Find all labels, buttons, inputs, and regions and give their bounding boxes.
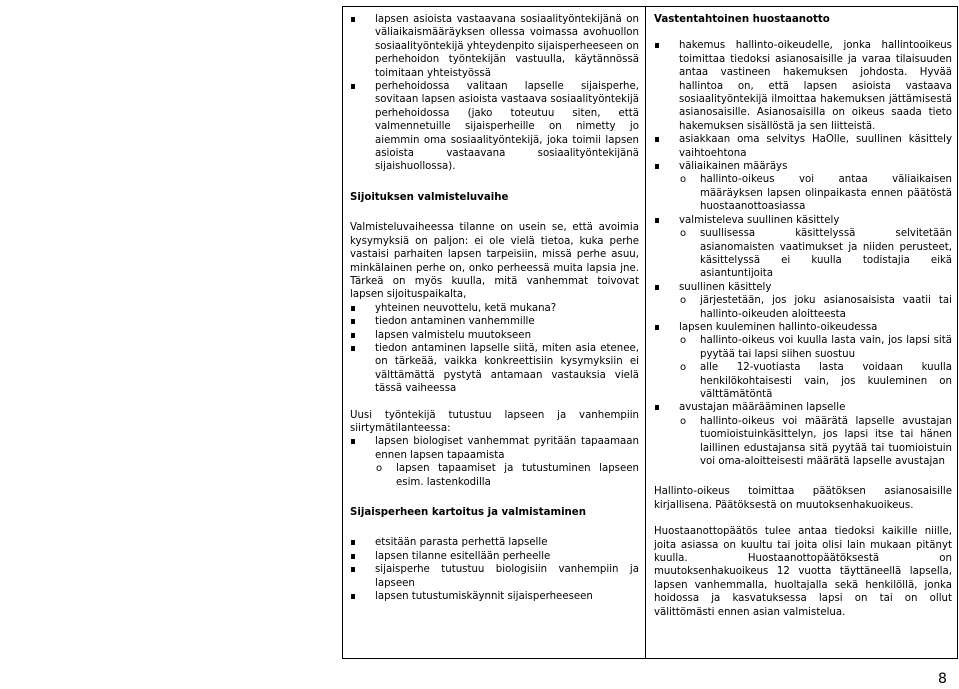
square-bullet-icon	[654, 401, 679, 414]
circle-bullet-icon	[679, 227, 700, 281]
sub-list-item: o järjestetään, jos joku asianosaisista vaatii tai hallinto-oikeuden aloitteesta	[679, 294, 952, 321]
square-bullet-icon	[350, 329, 375, 342]
square-bullet-icon	[350, 302, 375, 315]
left-column	[350, 13, 639, 603]
paragraph: Valmisteluvaiheessa tilanne on usein se, että avoimia kysymyksiä on paljon: ei ole vielä tietoa, kuka perhe vastaisi parhaiten lapsen tarpeisiin, missä perhe asuu, minkälainen perhe on, onko perheessä muita lapsia jne. Tärkeä on myös kuulla, mitä vanhemmat toivovat lapsen sijoituspaikalta,	[350, 222, 639, 301]
circle-bullet-icon	[679, 294, 700, 321]
right-column	[654, 13, 952, 619]
list-item: lapsen biologiset vanhemmat pyritään tapaamaan ennen lapsen tapaamista	[350, 435, 639, 462]
list-item: suullinen käsittely	[654, 281, 952, 294]
list-item: sijaisperhe tutustuu biologisiin vanhempiin ja lapseen	[350, 563, 639, 590]
list-item: lapsen tilanne esitellään perheelle	[350, 550, 639, 563]
column-divider	[645, 6, 646, 659]
square-bullet-icon	[350, 590, 375, 603]
circle-bullet-icon	[679, 334, 700, 361]
square-bullet-icon	[350, 536, 375, 549]
sub-list-item: o hallinto-oikeus voi antaa väliaikaisen määräyksen lapsen olinpaikasta ennen päätöstä huostaanottoasiassa	[679, 173, 952, 213]
square-bullet-icon	[350, 550, 375, 563]
sub-list-item: o alle 12-vuotiasta lasta voidaan kuulla henkilökohtaisesti vain, jos kuuleminen on välttämätöntä	[679, 361, 952, 401]
section-heading: Sijaisperheen kartoitus ja valmistaminen	[350, 507, 586, 518]
square-bullet-icon	[350, 315, 375, 328]
square-bullet-icon	[350, 80, 375, 174]
square-bullet-icon	[654, 321, 679, 334]
square-bullet-icon	[654, 133, 679, 160]
paragraph: Uusi työntekijä tutustuu lapseen ja vanhempiin siirtymätilanteessa:	[350, 409, 639, 434]
sub-list-item: o suullisessa käsittelyssä selvitetään asianomaisten vaatimukset ja niiden perusteet, käsittelyssä ei kuulla todistajia eikä asiantuntijoita	[679, 227, 952, 281]
list-item: hakemus hallinto-oikeudelle, jonka hallintooikeus toimittaa tiedoksi asianosaisille ja varaa tilaisuuden antaa vastineen hakemuksen johdosta. Hyvää hallintoa on, että lapsen asioista vastaava sosiaalityöntekijä ilmoittaa hakemuksen jättämisestä asianosaisille. Asianosaisilla on oikeus saada tieto hakemuksen sisällöstä ja sen liitteistä.	[654, 39, 952, 133]
square-bullet-icon	[350, 342, 375, 396]
sub-list-item: o lapsen tapaamiset ja tutustuminen lapseen esim. lastenkodilla	[375, 462, 639, 489]
square-bullet-icon	[654, 39, 679, 133]
page-number: 8	[938, 671, 947, 687]
paragraph: Hallinto-oikeus toimittaa päätöksen asianosaisille kirjallisena. Päätöksestä on muutoksenhakuoikeus.	[654, 486, 952, 511]
square-bullet-icon	[350, 563, 375, 590]
sub-list-item: o hallinto-oikeus voi määrätä lapselle avustajan tuomioistuinkäsittelyn, jos lapsi itse tai hänen laillinen edustajansa sitä pyytää tai tuomioistuin voi oma-aloitteisesti määrätä lapselle avustajan	[679, 415, 952, 469]
list-item: asiakkaan oma selvitys HaOlle, suullinen käsittely vaihtoehtona	[654, 133, 952, 160]
square-bullet-icon	[350, 13, 375, 80]
list-item: valmisteleva suullinen käsittely	[654, 214, 952, 227]
circle-bullet-icon	[679, 415, 700, 469]
section-heading: Vastentahtoinen huostaanotto	[654, 14, 830, 25]
square-bullet-icon	[654, 281, 679, 294]
list-item: väliaikainen määräys	[654, 160, 952, 173]
circle-bullet-icon	[375, 462, 396, 489]
square-bullet-icon	[654, 160, 679, 173]
circle-bullet-icon	[679, 361, 700, 401]
list-item: etsitään parasta perhettä lapselle	[350, 536, 639, 549]
square-bullet-icon	[350, 435, 375, 462]
circle-bullet-icon	[679, 173, 700, 213]
sub-list-item: o hallinto-oikeus voi kuulla lasta vain, jos lapsi sitä pyytää tai lapsi siihen suostuu	[679, 334, 952, 361]
list-item: lapsen valmistelu muutokseen	[350, 329, 639, 342]
list-item: perhehoidossa valitaan lapselle sijaisperhe, sovitaan lapsen asioista vastaava sosiaalityöntekijä perhehoidossa (jako toteutuu siten, että valmennetuille sijaisperheille on nimetty jo aiemmin oma sosiaalityöntekijä, joka toimii lapsen asioista vastaavana sosiaalityöntekijänä sijaishuollossa).	[350, 80, 639, 174]
list-item: yhteinen neuvottelu, ketä mukana?	[350, 302, 639, 315]
square-bullet-icon	[654, 214, 679, 227]
paragraph: Huostaanottopäätös tulee antaa tiedoksi kaikille niille, joita asiassa on kuultu tai joita olisi lain mukaan pitänyt kuulla. Huostaanottopäätöksestä on muutoksenhakuoikeus 12 vuotta täyttäneellä lapsella, lapsen vanhemmalla, huoltajalla sekä henkilöllä, jonka hoidossa ja kasvatuksessa lapsi on tai on ollut välittömästi ennen asian valmistelua.	[654, 526, 952, 618]
list-item: tiedon antaminen vanhemmille	[350, 315, 639, 328]
list-item: lapsen kuuleminen hallinto-oikeudessa	[654, 321, 952, 334]
list-item: avustajan määrääminen lapselle	[654, 401, 952, 414]
list-item: tiedon antaminen lapselle siitä, miten asia etenee, on tärkeää, vaikka konkreettisiin kysymyksiin ei välttämättä pystytä antamaan vastauksia vielä tässä vaiheessa	[350, 342, 639, 396]
list-item: lapsen asioista vastaavana sosiaalityöntekijänä on väliaikaismääräyksen ollessa voimassa avohuollon sosiaalityöntekijä yhteydenpito sijaisperheeseen on perhehoidon työntekijän vastuulla, käytännössä toimitaan yhteistyössä	[350, 13, 639, 80]
list-item: lapsen tutustumiskäynnit sijaisperheeseen	[350, 590, 639, 603]
section-heading: Sijoituksen valmisteluvaihe	[350, 191, 509, 203]
